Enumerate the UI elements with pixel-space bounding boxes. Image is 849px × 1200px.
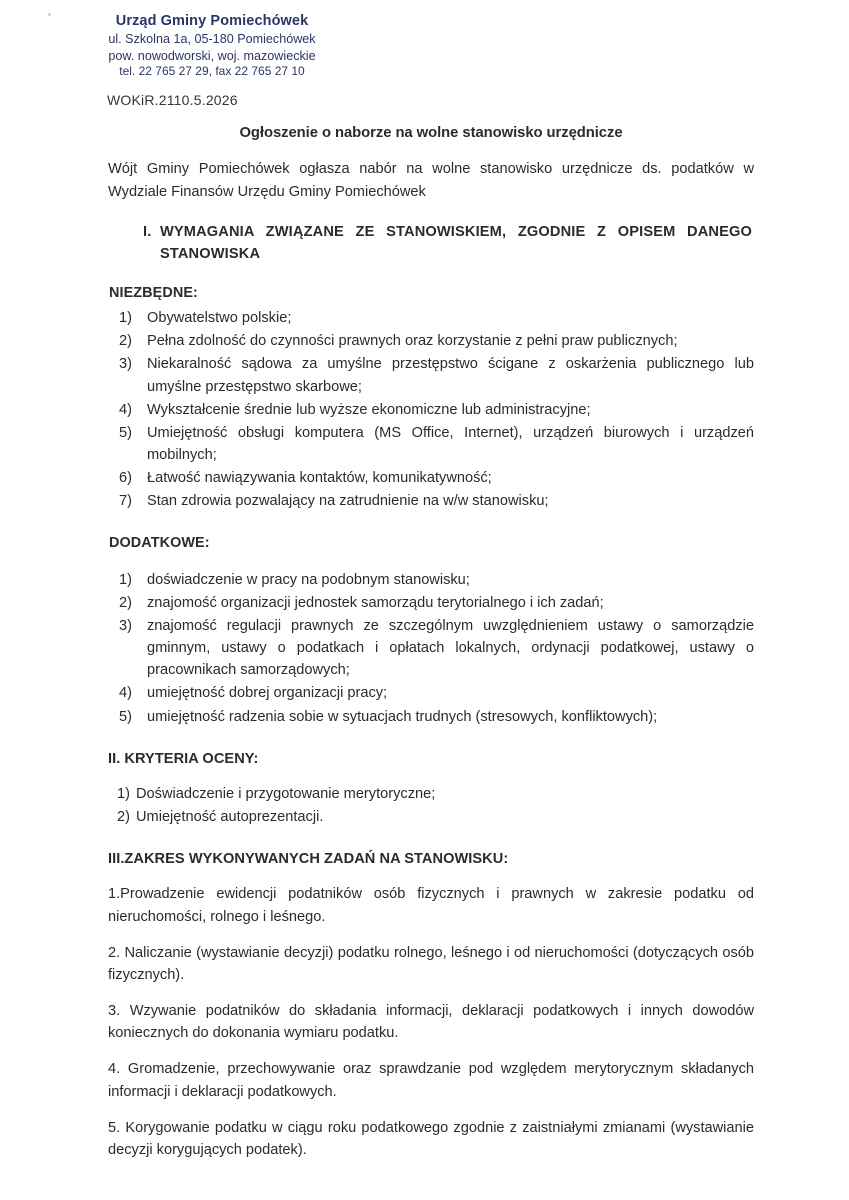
list-item <box>108 467 754 489</box>
task-paragraph: 3. Wzywanie podatników do składania informacji, deklaracji podatkowych i innych dowodów koniecznych do dokonania wymiaru podatku. <box>108 1003 754 1042</box>
list-text: doświadczenie w pracy na podobnym stanowisku; <box>147 571 470 588</box>
list-text: Stan zdrowia pozwalający na zatrudnienie na w/w stanowisku; <box>147 493 549 510</box>
dodatkowe-label: DODATKOWE: <box>109 534 210 551</box>
list-item <box>108 569 754 591</box>
section-ii-heading: II. KRYTERIA OCENY: <box>108 750 259 767</box>
list-item <box>108 682 754 704</box>
list-marker: 3) <box>119 617 132 634</box>
list-text: umiejętność dobrej organizacji pracy; <box>147 685 388 702</box>
list-item <box>108 307 754 329</box>
list-marker: 5) <box>119 708 132 725</box>
list-item <box>108 330 754 352</box>
list-marker: 4) <box>119 685 132 702</box>
list-marker: 7) <box>119 493 132 510</box>
organization-phone: tel. 22 765 27 29, fax 22 765 27 10 <box>119 64 305 79</box>
list-marker: 1) <box>119 571 132 588</box>
organization-region: pow. nowodworski, woj. mazowieckie <box>108 48 316 63</box>
kryteria-oceny-list <box>108 783 754 828</box>
organization-address: ul. Szkolna 1a, 05-180 Pomiechówek <box>108 32 316 47</box>
section-i-numeral: I. <box>143 223 152 240</box>
section-i-heading-text <box>160 221 754 265</box>
list-marker: 2) <box>119 333 132 350</box>
section-i-heading-line2: STANOWISKA <box>160 246 261 262</box>
list-marker: 6) <box>119 470 132 487</box>
task-paragraph: 4. Gromadzenie, przechowywanie oraz sprawdzanie pod względem merytorycznym składanych informacji i deklaracji podatkowych. <box>108 1061 754 1100</box>
letterhead <box>72 12 352 80</box>
list-marker: 4) <box>119 401 132 418</box>
list-item <box>108 783 754 805</box>
reference-number: WOKiR.2110.5.2026 <box>107 92 238 108</box>
list-item <box>108 422 754 466</box>
list-item <box>108 399 754 421</box>
list-text: znajomość organizacji jednostek samorządu terytorialnego i ich zadań; <box>147 594 604 611</box>
list-item <box>108 353 754 397</box>
scan-artifact-speck <box>48 13 51 16</box>
list-marker: 2) <box>119 594 132 611</box>
list-text: Umiejętność obsługi komputera (MS Office, Internet), urządzeń biurowych i urządzeń mobilnych; <box>147 424 754 464</box>
list-item <box>108 615 754 682</box>
document-body <box>108 122 754 1175</box>
list-text: umiejętność radzenia sobie w sytuacjach trudnych (stresowych, konfliktowych); <box>147 708 658 725</box>
list-text: Obywatelstwo polskie; <box>147 310 292 327</box>
list-item <box>108 806 754 828</box>
section-i-heading <box>108 221 754 265</box>
task-paragraph: 2. Naliczanie (wystawianie decyzji) podatku rolnego, leśnego i od nieruchomości (dotyczących osób fizycznych). <box>108 944 754 983</box>
intro-paragraph: Wójt Gminy Pomiechówek ogłasza nabór na wolne stanowisko urzędnicze ds. podatków w Wydziale Finansów Urzędu Gminy Pomiechówek <box>108 161 754 200</box>
list-text: Doświadczenie i przygotowanie merytoryczne; <box>136 785 436 802</box>
list-text: Wykształcenie średnie lub wyższe ekonomiczne lub administracyjne; <box>147 401 591 418</box>
list-text: Pełna zdolność do czynności prawnych oraz korzystanie z pełni praw publicznych; <box>147 333 678 350</box>
section-iii-heading: III.ZAKRES WYKONYWANYCH ZADAŃ NA STANOWISKU: <box>108 851 509 868</box>
dodatkowe-list <box>108 569 754 728</box>
list-text: Łatwość nawiązywania kontaktów, komunikatywność; <box>147 470 492 487</box>
organization-name: Urząd Gminy Pomiechówek <box>115 13 309 29</box>
task-paragraph: 1.Prowadzenie ewidencji podatników osób fizycznych i prawnych w zakresie podatku od nieruchomości, rolnego i leśnego. <box>108 886 754 925</box>
list-marker: 5) <box>119 424 132 441</box>
list-item <box>108 706 754 728</box>
section-i-heading-line1: WYMAGANIA ZWIĄZANE ZE STANOWISKIEM, ZGODNIE Z OPISEM DANEGO <box>160 223 752 240</box>
list-marker: 2) <box>117 809 130 826</box>
list-marker: 1) <box>119 310 132 327</box>
niezbedne-list <box>108 307 754 513</box>
list-item <box>108 490 754 512</box>
list-item <box>108 592 754 614</box>
list-text: Niekaralność sądowa za umyślne przestępstwo ścigane z oskarżenia publicznego lub umyślne przestępstwo skarbowe; <box>147 356 754 395</box>
list-text: znajomość regulacji prawnych ze szczególnym uwzględnieniem ustawy o samorządzie gminnym, ustawy o podatkach i opłatach lokalnych, ordynacji podatkowej, ustawy o pracownikach samorządowych; <box>147 617 754 679</box>
list-text: Umiejętność autoprezentacji. <box>136 809 324 826</box>
list-marker: 3) <box>119 356 132 373</box>
task-paragraph: 5. Korygowanie podatku w ciągu roku podatkowego zgodnie z zaistniałymi zmianami (wystawianie decyzji korygujących podatek). <box>108 1119 754 1158</box>
niezbedne-label: NIEZBĘDNE: <box>109 285 198 302</box>
list-marker: 1) <box>117 785 130 802</box>
page-title: Ogłoszenie o naborze na wolne stanowisko urzędnicze <box>239 125 623 141</box>
